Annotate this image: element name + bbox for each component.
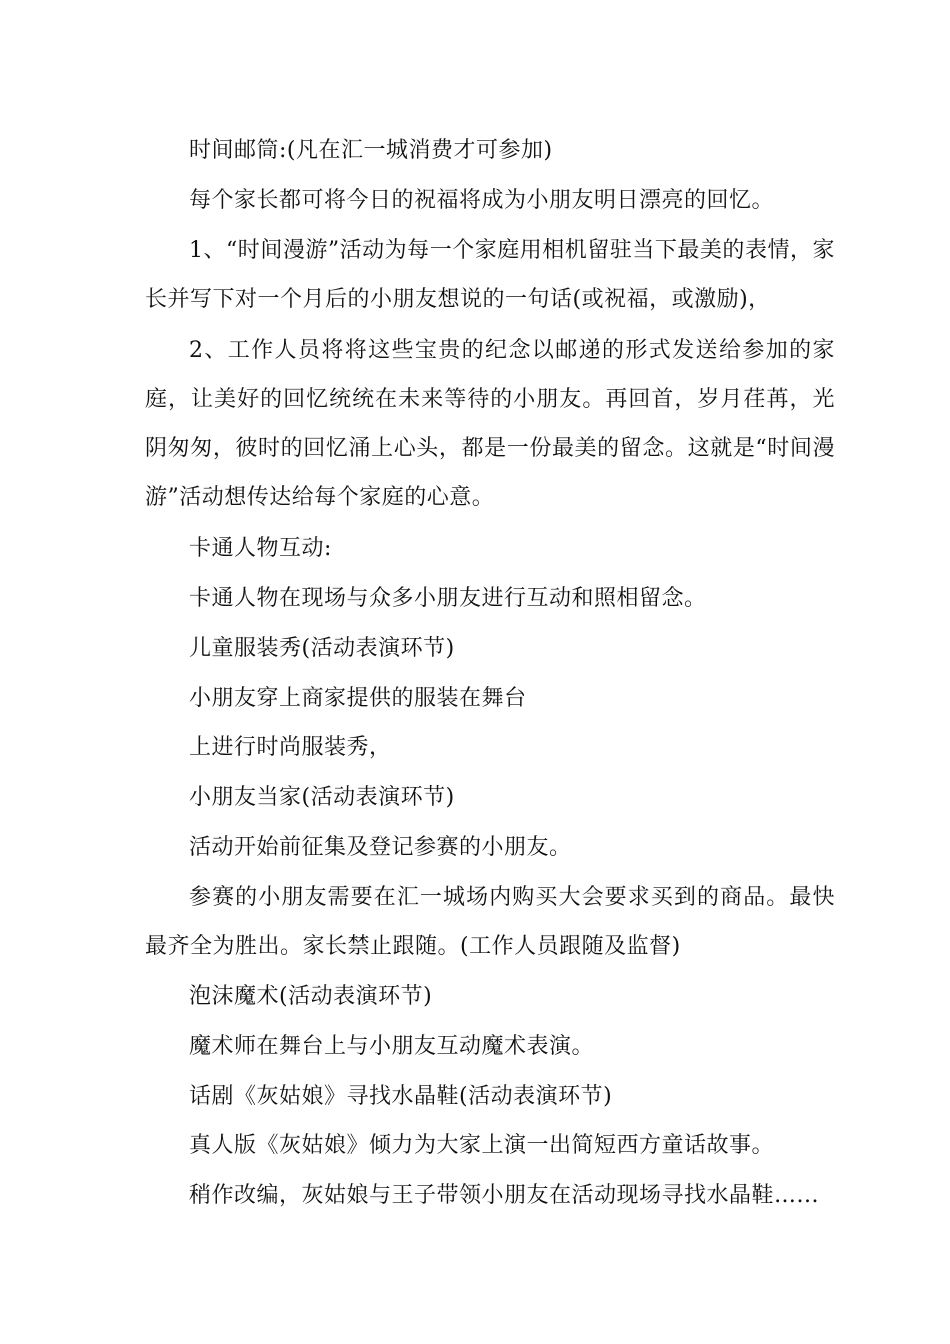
paragraph-kid-housekeeper-signup: 活动开始前征集及登记参赛的小朋友。 bbox=[189, 835, 572, 860]
paragraph-blessing-intro: 每个家长都可将今日的祝福将成为小朋友明日漂亮的回忆。 bbox=[189, 188, 775, 213]
paragraph-kid-housekeeper-heading: 小朋友当家(活动表演环节) bbox=[189, 785, 455, 810]
paragraph-bubble-magic-heading: 泡沫魔术(活动表演环节) bbox=[189, 984, 433, 1009]
paragraph-fashion-show-heading: 儿童服装秀(活动表演环节) bbox=[189, 636, 455, 661]
paragraph-cartoon-heading: 卡通人物互动: bbox=[189, 536, 332, 561]
paragraph-cinderella-heading: 话剧《灰姑娘》寻找水晶鞋(活动表演环节) bbox=[189, 1084, 613, 1109]
paragraph-time-mailbox-heading: 时间邮筒:(凡在汇一城消费才可参加) bbox=[189, 138, 553, 163]
paragraph-time-roaming-item-1: 1、“时间漫游”活动为每一个家庭用相机留驻当下最美的表情，家长并写下对一个月后的小朋友想说的一句话(或祝福，或激励)， bbox=[145, 238, 835, 312]
paragraph-cartoon-desc: 卡通人物在现场与众多小朋友进行互动和照相留念。 bbox=[189, 586, 707, 611]
paragraph-fashion-show-desc-1: 小朋友穿上商家提供的服装在舞台 bbox=[189, 686, 527, 711]
paragraph-cinderella-desc-1: 真人版《灰姑娘》倾力为大家上演一出简短西方童话故事。 bbox=[189, 1133, 775, 1158]
paragraph-cinderella-desc-2: 稍作改编，灰姑娘与王子带领小朋友在活动现场寻找水晶鞋…... bbox=[189, 1183, 819, 1208]
paragraph-time-roaming-item-2: 2、工作人员将将这些宝贵的纪念以邮递的形式发送给参加的家庭，让美好的回忆统统在未来等待的小朋友。再回首，岁月荏苒，光阴匆匆，彼时的回忆涌上心头，都是一份最美的留念。这就是“时间漫游”活动想传达给每个家庭的心意。 bbox=[145, 338, 835, 510]
paragraph-bubble-magic-desc: 魔术师在舞台上与小朋友互动魔术表演。 bbox=[189, 1034, 595, 1059]
paragraph-kid-housekeeper-rules: 参赛的小朋友需要在汇一城场内购买大会要求买到的商品。最快最齐全为胜出。家长禁止跟随。(工作人员跟随及监督) bbox=[145, 885, 835, 959]
paragraph-fashion-show-desc-2: 上进行时尚服装秀， bbox=[189, 735, 392, 760]
